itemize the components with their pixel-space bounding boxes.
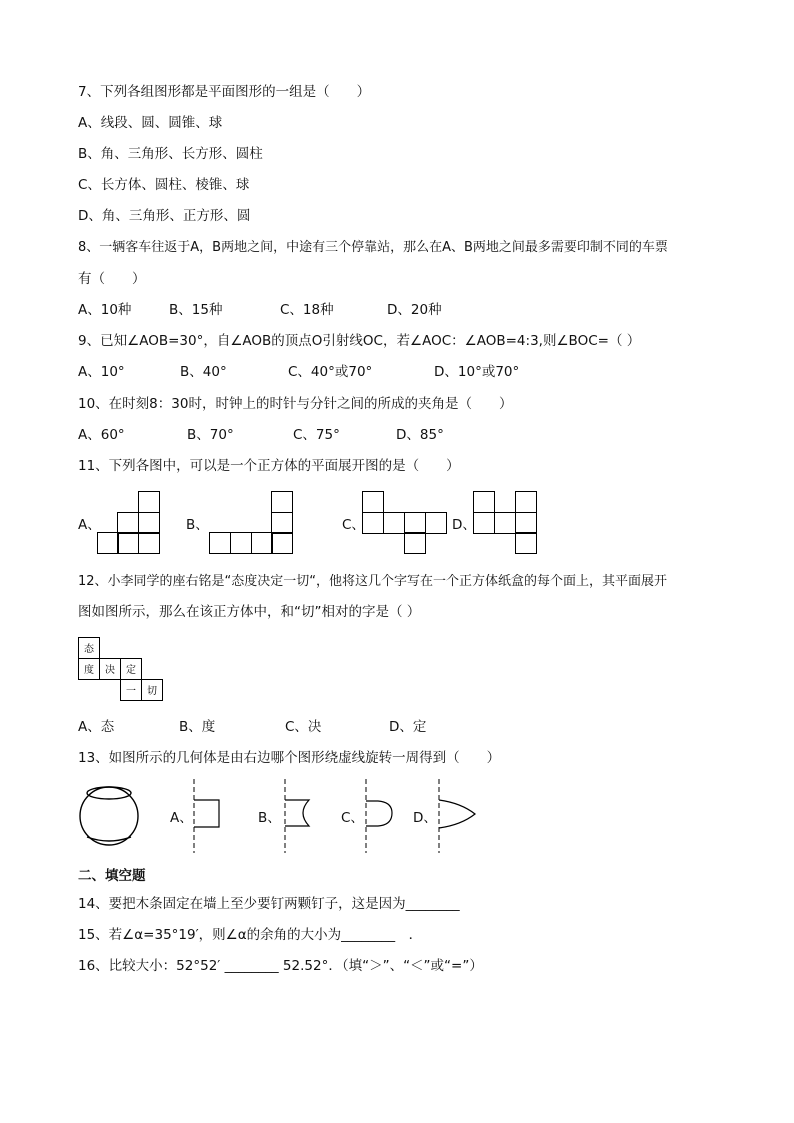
q8-option-a: A、10种 [78, 302, 132, 318]
q12-option-d: D、定 [389, 719, 427, 735]
q14-stem: 14、要把木条固定在墙上至少要钉两颗钉子，这是因为________ [78, 896, 460, 912]
q12-option-c: C、决 [285, 719, 322, 735]
q9-option-d: D、10°或70° [434, 364, 520, 380]
q8-option-b: B、15种 [169, 302, 223, 318]
q10-option-a: A、60° [78, 427, 125, 443]
q9-option-a: A、10° [78, 364, 125, 380]
q12-face-tai: 态 [84, 644, 94, 655]
q13-label-c: C、 [341, 810, 364, 826]
q12-stem-line1: 12、小李同学的座右铭是“态度决定一切“，他将这几个字写在一个正方体纸盒的每个面上，其平面展开 [78, 574, 668, 589]
q10-options [78, 426, 578, 444]
q7-option-c: C、长方体、圆柱、棱锥、球 [78, 177, 250, 193]
section-title-fill-in: 二、填空题 [78, 868, 146, 884]
q13-label-a: A、 [170, 810, 193, 826]
q12-face-yi: 一 [126, 686, 136, 697]
q11-net-d [473, 491, 537, 554]
q7-option-d: D、角、三角形、正方形、圆 [78, 208, 251, 224]
q12-stem-line2: 图如图所示，那么在该正方体中，和“切”相对的字是（ ） [78, 604, 421, 620]
q13-shape-c [358, 779, 398, 853]
q11-stem: 11、下列各图中，可以是一个正方体的平面展开图的是（ ） [78, 458, 460, 474]
q9-option-b: B、40° [180, 364, 227, 380]
q8-options [78, 301, 578, 319]
q11-net-b [209, 491, 294, 554]
q11-label-c: C、 [342, 517, 365, 533]
q11-label-a: A、 [78, 517, 101, 533]
q12-cube-net [78, 637, 168, 701]
q12-option-b: B、度 [179, 719, 216, 735]
q15-stem: 15、若∠α=35°19′，则∠α的余角的大小为________ ． [78, 927, 423, 943]
q13-shape-d [431, 779, 479, 853]
q13-stem: 13、如图所示的几何体是由右边哪个图形绕虚线旋转一周得到（ ） [78, 750, 501, 766]
q12-option-a: A、态 [78, 719, 115, 735]
q7-option-b: B、角、三角形、长方形、圆柱 [78, 146, 263, 162]
q11-label-d: D、 [452, 517, 476, 533]
q9-options [78, 363, 578, 381]
q9-stem: 9、已知∠AOB=30°，自∠AOB的顶点O引射线OC，若∠AOC：∠AOB=4:3,则∠BOC=（ ） [78, 333, 641, 349]
q13-label-b: B、 [258, 810, 281, 826]
q13-shape-b [277, 779, 317, 853]
q7-option-a: A、线段、圆、圆锥、球 [78, 115, 223, 131]
q9-option-c: C、40°或70° [288, 364, 373, 380]
q8-option-d: D、20种 [387, 302, 442, 318]
q10-option-b: B、70° [187, 427, 234, 443]
q10-option-c: C、75° [293, 427, 340, 443]
q7-stem: 7、下列各组图形都是平面图形的一组是（ ） [78, 84, 371, 100]
q8-stem-line2: 有（ ） [78, 271, 146, 287]
q8-option-c: C、18种 [280, 302, 334, 318]
q13-solid-figure [78, 781, 142, 851]
q10-stem: 10、在时刻8：30时，时钟上的时针与分针之间的所成的夹角是（ ） [78, 396, 513, 412]
q13-label-d: D、 [413, 810, 437, 826]
q12-face-du: 度 [84, 665, 94, 676]
q8-stem-line1: 8、一辆客车往返于A，B两地之间，中途有三个停靠站，那么在A、B两地之间最多需要印制不同的车票 [78, 240, 668, 255]
q11-net-c [362, 491, 447, 554]
q16-stem: 16、比较大小：52°52′ ________ 52.52°．（填“＞”、“＜”或“=”） [78, 958, 483, 974]
q12-face-qie: 切 [147, 686, 157, 697]
q12-face-ding: 定 [126, 665, 136, 676]
q11-net-a [97, 491, 161, 554]
q12-face-jue: 决 [105, 665, 115, 676]
q13-shape-a [186, 779, 226, 853]
q10-option-d: D、85° [396, 427, 444, 443]
q12-options [78, 718, 578, 736]
q11-label-b: B、 [186, 517, 209, 533]
